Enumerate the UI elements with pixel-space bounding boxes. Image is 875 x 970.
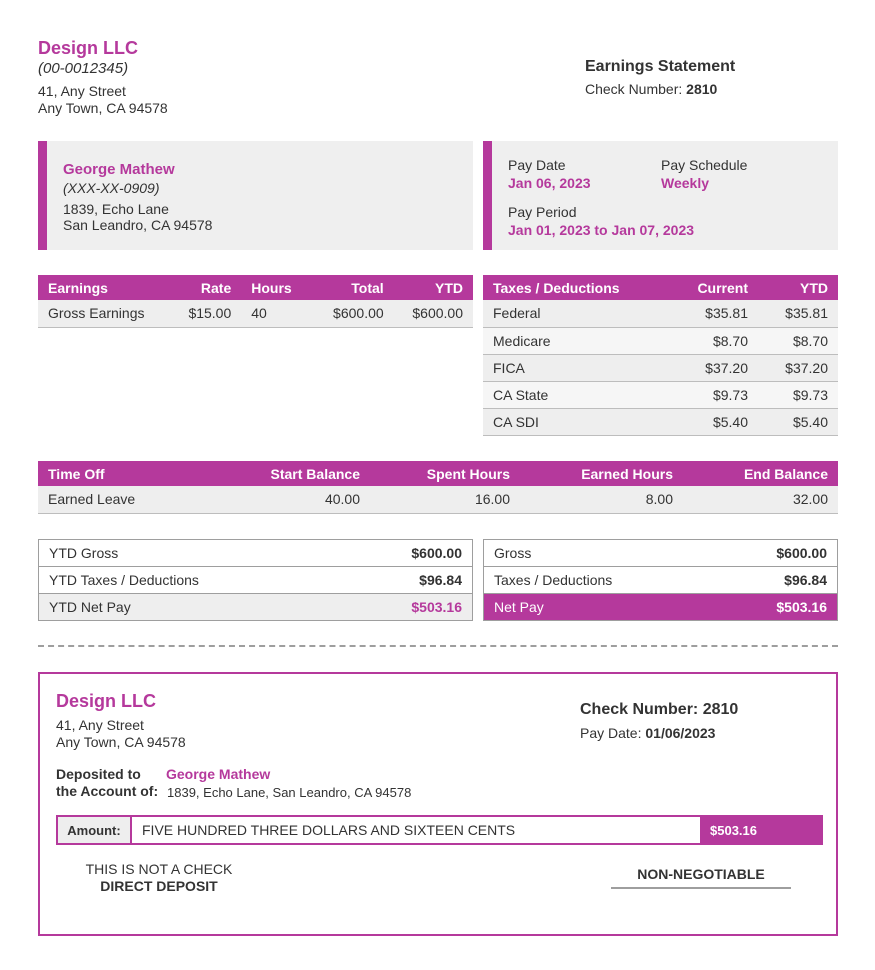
- deposit-stub: [38, 672, 838, 936]
- tax-ytd: $35.81: [758, 300, 838, 327]
- taxes-header-ytd: YTD: [758, 275, 838, 300]
- check-number-label: Check Number:: [585, 81, 683, 97]
- taxes-header-row: [483, 275, 838, 300]
- earnings-header-earnings: Earnings: [38, 275, 178, 300]
- table-row: [39, 567, 473, 594]
- amount-row: [56, 815, 823, 845]
- time-off-header-start: Start Balance: [208, 461, 370, 486]
- table-row: [484, 567, 838, 594]
- tax-name: CA State: [483, 381, 668, 408]
- current-summary-table: [483, 539, 838, 621]
- deposited-to-line1: Deposited to: [56, 766, 141, 782]
- pay-schedule-block: [661, 157, 747, 191]
- deposit-pay-date: [580, 725, 715, 741]
- table-row: [484, 540, 838, 567]
- employee-address-line2: San Leandro, CA 94578: [63, 217, 213, 233]
- earnings-table: [38, 275, 473, 328]
- tax-name: Federal: [483, 300, 668, 327]
- ytd-net-pay-value: $503.16: [345, 594, 473, 621]
- table-row: [483, 408, 838, 435]
- deposit-pay-date-value: 01/06/2023: [645, 725, 716, 741]
- ytd-gross-label: YTD Gross: [39, 540, 345, 567]
- non-negotiable-label: NON-NEGOTIABLE: [611, 866, 791, 889]
- pay-period-value: Jan 01, 2023 to Jan 07, 2023: [508, 222, 695, 238]
- gross-label: Gross: [484, 540, 718, 567]
- tax-name: FICA: [483, 354, 668, 381]
- earnings-header-ytd: YTD: [394, 275, 473, 300]
- earnings-type: Gross Earnings: [38, 300, 178, 327]
- time-off-end: 32.00: [683, 486, 838, 513]
- deposit-pay-date-label: Pay Date:: [580, 725, 642, 741]
- employee-panel: [38, 141, 473, 250]
- time-off-header-type: Time Off: [38, 461, 208, 486]
- pay-schedule-value: Weekly: [661, 175, 709, 191]
- company-name: Design LLC: [38, 38, 139, 58]
- amount-value: $503.16: [700, 817, 821, 843]
- table-row: [483, 327, 838, 354]
- amount-label: Amount:: [58, 817, 132, 843]
- employee-ssn: (XXX-XX-0909): [63, 180, 160, 196]
- tax-name: CA SDI: [483, 408, 668, 435]
- time-off-table: [38, 461, 838, 514]
- deposit-company-name: Design LLC: [56, 691, 157, 711]
- pay-period-label: Pay Period: [508, 204, 577, 220]
- earnings-total: $600.00: [305, 300, 394, 327]
- tax-current: $5.40: [668, 408, 758, 435]
- not-a-check-note: [84, 861, 234, 895]
- net-pay-value: $503.16: [718, 594, 838, 621]
- ytd-gross-value: $600.00: [345, 540, 473, 567]
- taxes-deductions-label: Taxes / Deductions: [484, 567, 718, 594]
- table-row: [38, 486, 838, 513]
- taxes-header-current: Current: [668, 275, 758, 300]
- check-number: 2810: [686, 81, 718, 97]
- company-address: [38, 83, 168, 117]
- taxes-header-name: Taxes / Deductions: [483, 275, 668, 300]
- employee-name: George Mathew: [63, 161, 175, 178]
- ytd-taxes-label: YTD Taxes / Deductions: [39, 567, 345, 594]
- tax-ytd: $5.40: [758, 408, 838, 435]
- time-off-type: Earned Leave: [38, 486, 208, 513]
- table-row: [484, 594, 838, 621]
- tax-ytd: $37.20: [758, 354, 838, 381]
- net-pay-label: Net Pay: [484, 594, 718, 621]
- time-off-header-spent: Spent Hours: [370, 461, 520, 486]
- deposit-company-address: [56, 717, 186, 751]
- time-off-spent: 16.00: [370, 486, 520, 513]
- tax-ytd: $8.70: [758, 327, 838, 354]
- tax-current: $35.81: [668, 300, 758, 327]
- earnings-header-total: Total: [305, 275, 394, 300]
- earnings-header-row: [38, 275, 473, 300]
- deposit-check-number: Check Number: 2810: [580, 701, 739, 718]
- company-address-line2: Any Town, CA 94578: [38, 100, 168, 116]
- earnings-hours: 40: [241, 300, 305, 327]
- table-row: [483, 354, 838, 381]
- pay-date-label: Pay Date: [508, 157, 566, 173]
- tax-current: $37.20: [668, 354, 758, 381]
- pay-period-block: [508, 204, 694, 238]
- company-address-line1: 41, Any Street: [38, 83, 126, 99]
- earnings-header-hours: Hours: [241, 275, 305, 300]
- pay-date-block: [508, 157, 591, 191]
- recipient-address: 1839, Echo Lane, San Leandro, CA 94578: [167, 785, 412, 800]
- table-row: [483, 381, 838, 408]
- table-row: [39, 540, 473, 567]
- earnings-ytd: $600.00: [394, 300, 473, 327]
- ytd-taxes-value: $96.84: [345, 567, 473, 594]
- tax-current: $8.70: [668, 327, 758, 354]
- ytd-summary-table: [38, 539, 473, 621]
- taxes-table: [483, 275, 838, 436]
- tax-name: Medicare: [483, 327, 668, 354]
- employee-address: [63, 201, 473, 233]
- recipient-name: George Mathew: [166, 766, 271, 782]
- time-off-header-earned: Earned Hours: [520, 461, 683, 486]
- tax-current: $9.73: [668, 381, 758, 408]
- check-number-line: [585, 81, 717, 97]
- gross-value: $600.00: [718, 540, 838, 567]
- table-row: [39, 594, 473, 621]
- direct-deposit-text: DIRECT DEPOSIT: [100, 878, 218, 894]
- pay-info-panel: [483, 141, 838, 250]
- tear-off-divider: [38, 645, 838, 647]
- deposit-address-line1: 41, Any Street: [56, 717, 144, 733]
- time-off-start: 40.00: [208, 486, 370, 513]
- statement-title: Earnings Statement: [585, 58, 736, 75]
- pay-schedule-label: Pay Schedule: [661, 157, 748, 173]
- time-off-header-row: [38, 461, 838, 486]
- not-a-check-text: THIS IS NOT A CHECK: [85, 861, 233, 877]
- taxes-deductions-value: $96.84: [718, 567, 838, 594]
- deposit-address-line2: Any Town, CA 94578: [56, 734, 186, 750]
- table-row: [38, 300, 473, 327]
- ytd-net-pay-label: YTD Net Pay: [39, 594, 345, 621]
- earnings-header-rate: Rate: [178, 275, 241, 300]
- earnings-rate: $15.00: [178, 300, 241, 327]
- time-off-earned: 8.00: [520, 486, 683, 513]
- tax-ytd: $9.73: [758, 381, 838, 408]
- deposited-to-label: [56, 766, 158, 800]
- employee-address-line1: 1839, Echo Lane: [63, 201, 169, 217]
- amount-in-words: FIVE HUNDRED THREE DOLLARS AND SIXTEEN CENTS: [142, 822, 516, 838]
- pay-date-value: Jan 06, 2023: [508, 175, 591, 191]
- company-id: (00-0012345): [38, 60, 129, 77]
- deposited-to-line2: the Account of:: [56, 783, 159, 799]
- table-row: [483, 300, 838, 327]
- time-off-header-end: End Balance: [683, 461, 838, 486]
